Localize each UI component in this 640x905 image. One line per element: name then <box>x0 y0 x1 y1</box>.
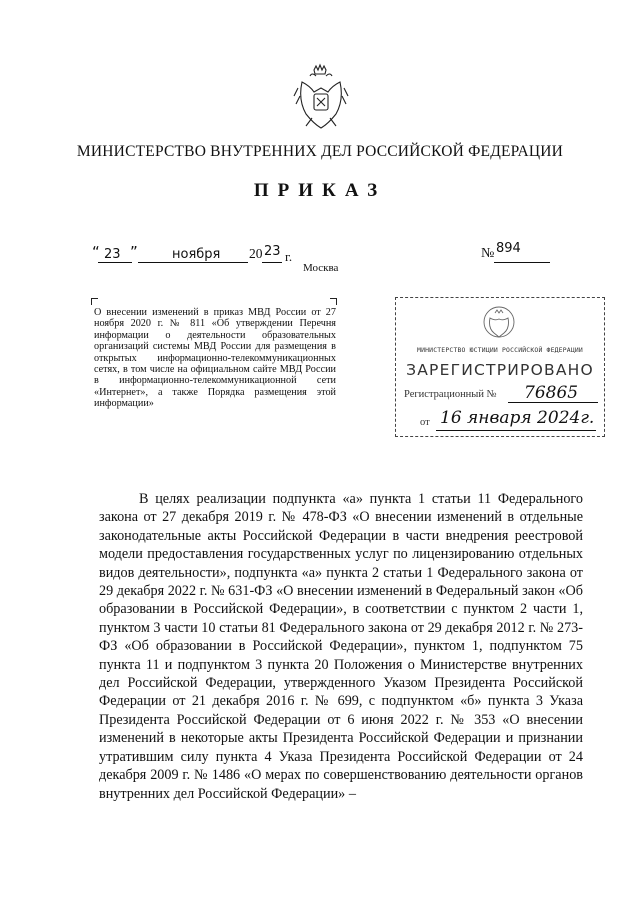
order-preamble: В целях реализации подпункта «а» пункта 1 статьи 11 Федерального закона от 27 декабря 2019 г. № 478-ФЗ «О внесении изменений в отдельные законодательные акты Российской Федерации в части внедрения реестровой модели предоставления государственных услуг по лицензированию отдельных видов деятельности», подпункта «а» пункта 2 статьи 1 Федерального закона от 29 декабря 2022 г. № 631-ФЗ «О внесении изменений в Федеральный закон «Об образовании в Российской Федерации», в соответствии с пунктом 2 части 1, пунктом 3 части 10 статьи 81 Федерального закона от 29 декабря 2012 г. № 273-ФЗ «Об образовании в Российской Федерации», пунктом 1, подпунктом 75 пункта 11 и подпунктом 3 пункта 20 Положения о Министерстве внутренних дел Российской Федерации, утвержденного Указом Президента Российской Федерации от 21 декабря 2016 г. № 699, с подпунктом «б» пункта 3 Указа Президента Российской Федерации от 6 июня 2022 г. № 353 «О внесении изменений в некоторые акты Президента Российской Федерации и признании утратившим силу пункта 4 Указа Президента Российской Федерации от 24 декабря 2009 г. № 1486 «О мерах по совершенствованию деятельности органов внутренних дел Российской Федерации» – <box>99 491 583 802</box>
stamp-number-underline <box>508 402 598 403</box>
subject-corner-tl <box>91 298 98 305</box>
stamp-reg-number-label: Регистрационный № <box>404 389 497 400</box>
month-underline <box>138 262 248 263</box>
subject-corner-tr <box>330 298 337 305</box>
date-quote-close: ” <box>130 243 138 261</box>
date-year-prefix: 20 <box>249 246 263 261</box>
number-underline <box>494 262 550 263</box>
date-quote-open: “ <box>92 243 100 261</box>
year-underline <box>262 262 282 263</box>
stamp-registered: ЗАРЕГИСТРИРОВАНО <box>406 361 594 379</box>
document-type-title: ПРИКАЗ <box>253 180 387 201</box>
registration-stamp <box>395 297 605 437</box>
ministry-title: МИНИСТЕРСТВО ВНУТРЕННИХ ДЕЛ РОССИЙСКОЙ ФЕДЕРАЦИИ <box>76 143 564 160</box>
state-emblem-icon <box>292 62 350 132</box>
stamp-emblem-icon <box>482 304 516 340</box>
date-month: ноября <box>172 247 221 262</box>
stamp-reg-number: 76865 <box>524 383 579 403</box>
order-number: 894 <box>496 241 521 256</box>
stamp-organization: МИНИСТЕРСТВО ЮСТИЦИИ РОССИЙСКОЙ ФЕДЕРАЦИИ <box>417 346 583 354</box>
date-year-unit: г. <box>285 249 293 264</box>
date-day: 23 <box>104 247 121 262</box>
stamp-date-label: от <box>420 417 430 428</box>
stamp-date: 16 января 2024г. <box>440 408 595 428</box>
day-underline <box>98 262 132 263</box>
stamp-date-underline <box>436 430 596 431</box>
city-label: Москва <box>303 262 339 274</box>
date-year-suffix: 23 <box>264 244 281 259</box>
order-subject: О внесении изменений в приказ МВД России от 27 ноября 2020 г. № 811 «Об утверждении Перечня информации о деятельности образовательных организаций системы МВД России для размещения в открытых информационно-телекоммуникационных сетях, в том числе на официальном сайте МВД России в информационно-телекоммуникационной сети «Интернет», а также Порядка размещения этой информации» <box>94 307 336 410</box>
order-number-label: № <box>481 246 495 261</box>
